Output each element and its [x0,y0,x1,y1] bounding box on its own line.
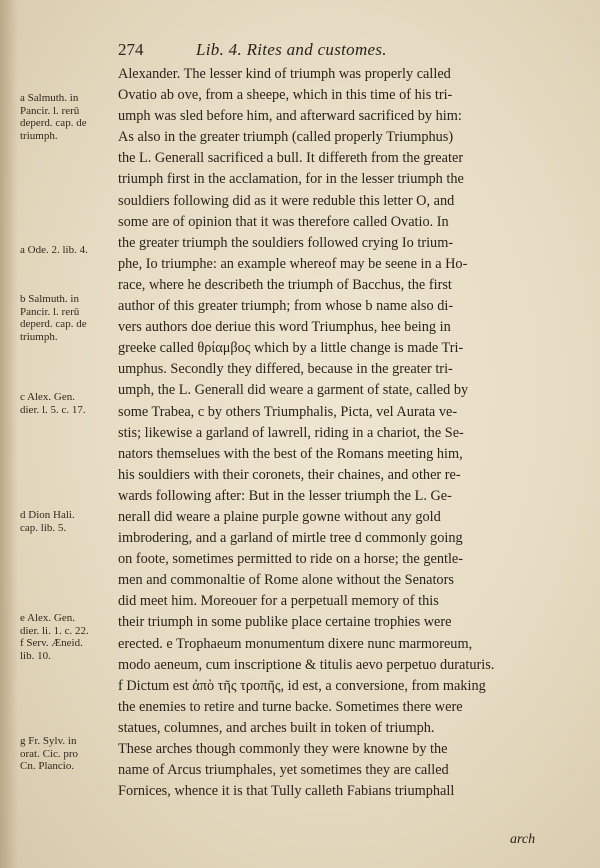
text-line: their triumph in some publike place certaine trophies were [118,614,452,631]
text-line: race, where he describeth the triumph of Bacchus, the first [118,276,452,293]
marginal-note-line: f Serv. Æneid. [20,637,83,649]
text-line: phe, Io triumphe: an example whereof may be seene in a Ho- [118,255,468,272]
text-line: erected. e Trophaeum monumentum dixere nunc marmoreum, [118,635,473,652]
marginal-note-line: e Alex. Gen. [20,612,75,624]
text-line: nerall did weare a plaine purple gowne without any gold [118,508,441,525]
marginal-note-line: orat. Cic. pro [20,747,79,760]
text-line: author of this greater triumph; from whose b name also di- [118,298,454,315]
marginal-note [20,244,118,257]
text-line: the enemies to retire and turne backe. Sometimes there were [118,698,463,715]
marginal-note-line: g Fr. Sylv. in [20,735,77,747]
running-header [118,40,570,60]
marginal-note-line: a Salmuth. in [20,92,79,104]
marginal-note-line: dier. l. 5. c. 17. [20,403,86,416]
marginal-note-line: d Dion Hali. [20,509,75,521]
marginal-note-line: triumph. [20,330,58,343]
text-line: men and commonaltie of Rome alone without the Senators [118,572,454,589]
marginal-note-line: dier. li. 1. c. 22. [20,624,89,637]
text-line: modo aeneum, cum inscriptione & titulis aevo perpetuo duraturis. [118,656,495,673]
marginal-note-line: deperd. cap. de [20,117,87,129]
marginal-note-line: cap. lib. 5. [20,521,67,534]
text-line: triumph first in the acclamation, for in the lesser triumph the [118,171,464,188]
catchword: arch [510,832,536,847]
body-text [118,64,556,802]
text-line: umph was sled before him, and afterward sacrificed by him: [118,108,462,125]
text-line: stis; likewise a garland of lawrell, riding in a chariot, the Se- [118,424,464,441]
text-line: some Trabea, c by others Triumphalis, Picta, vel Aurata ve- [118,403,458,420]
text-line: statues, columnes, and arches built in token of triumph. [118,719,435,736]
marginal-note-line: c Alex. Gen. [20,391,75,403]
marginal-note [20,735,118,773]
text-line: some are of opinion that it was therefore called Ovatio. In [118,213,449,230]
text-line: vers authors doe deriue this word Triumphus, hee being in [118,319,451,336]
text-line: umphus. Secondly they differed, because in the greater tri- [118,361,453,378]
marginal-note [20,391,118,416]
text-line: wards following after: But in the lesser triumph the L. Ge- [118,487,452,504]
marginal-note [20,612,118,662]
text-line: umph, the L. Generall did weare a garment of state, called by [118,382,469,399]
marginal-note-line: b Salmuth. in [20,293,79,305]
marginal-note [20,293,118,343]
marginal-note-line: deperd. cap. de [20,318,87,330]
page-gutter-shadow [0,0,18,868]
marginal-note-line: lib. 10. [20,649,51,662]
text-line: f Dictum est ἀπὸ τῆς τροπῆς, id est, a conversione, from making [118,677,486,694]
text-line: Fornices, whence it is that Tully calleth Fabians triumphall [118,783,455,800]
text-line: did meet him. Moreouer for a perpetuall memory of this [118,593,439,610]
page-number: 274 [118,40,144,59]
marginal-note-line: triumph. [20,129,58,142]
text-line: Ovatio ab ove, from a sheepe, which in this time of his tri- [118,87,453,104]
text-line: imbrodering, and a garland of mirtle tree d commonly going [118,530,463,547]
marginal-note-line: Pancir. l. rerū [20,104,80,117]
text-line: the greater triumph the souldiers followed crying Io trium- [118,234,454,251]
text-line: Alexander. The lesser kind of triumph was properly called [118,66,451,82]
marginal-note [20,92,118,142]
text-line: nators themselues with the best of the Romans meeting him, [118,445,463,462]
text-line: souldiers following did as it were reduble this letter O, and [118,192,455,209]
text-line: greeke called θρίαμβος which by a little change is made Tri- [118,340,464,357]
text-line: name of Arcus triumphales, yet sometimes they are called [118,762,449,779]
marginal-note-line: a Ode. 2. lib. 4. [20,244,88,256]
running-title: Lib. 4. Rites and customes. [196,40,387,59]
marginal-note-line: Cn. Plancio. [20,760,75,772]
text-line: As also in the greater triumph (called properly Triumphus) [118,129,454,146]
marginal-note-line: Pancir. l. rerū [20,305,80,318]
marginal-note [20,509,118,534]
text-line: These arches though commonly they were knowne by the [118,741,448,757]
text-line: his souldiers with their coronets, their chaines, and other re- [118,466,461,483]
text-line: the L. Generall sacrificed a bull. It differeth from the greater [118,150,464,167]
text-line: on foote, sometimes permitted to ride on a horse; the gentle- [118,551,464,568]
